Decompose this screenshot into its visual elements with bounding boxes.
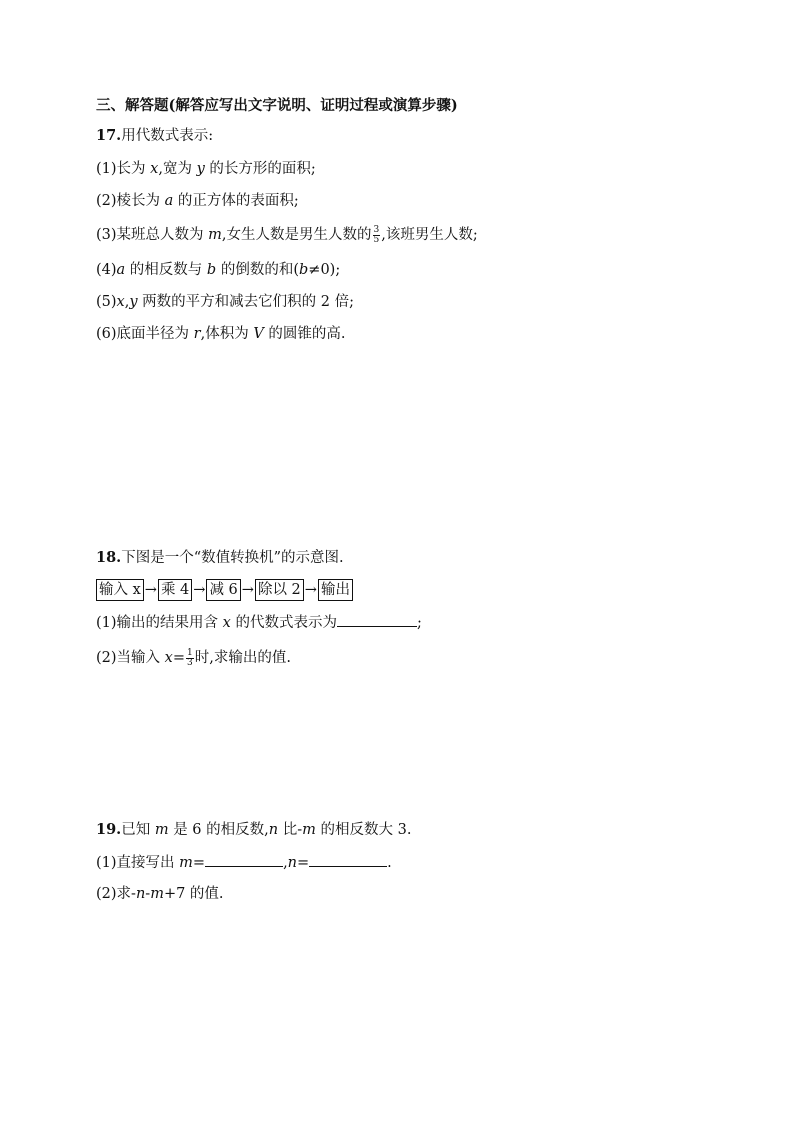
var-m: m (302, 822, 316, 838)
q18-item-1 (96, 612, 422, 633)
var-a: a (164, 193, 174, 209)
var-V: V (253, 326, 264, 342)
item-label: (2) (96, 650, 117, 666)
item-text: = (297, 855, 310, 871)
item-text: 棱长为 (116, 193, 165, 209)
q17-stem-line (96, 126, 213, 146)
item-text: 底面半径为 (116, 326, 194, 342)
item-text: , (124, 294, 130, 310)
item-text: = (192, 855, 206, 871)
q18-stem: 下图是一个“数值转换机”的示意图. (121, 550, 344, 566)
q18-number: 18. (96, 549, 122, 566)
q17-item-1 (96, 159, 316, 179)
item-label: (6) (96, 326, 117, 342)
var-m: m (154, 822, 169, 838)
var-a: a (116, 262, 126, 278)
item-text: - (145, 886, 151, 902)
item-text: +7 的值. (163, 886, 224, 902)
answer-blank-n[interactable] (309, 852, 387, 867)
q17-item-2 (96, 191, 299, 211)
item-text: ,宽为 (158, 161, 197, 177)
item-text: 的倒数的和( (216, 262, 299, 278)
q17-item-3 (96, 225, 478, 245)
machine-step-input: 输入 x (96, 579, 144, 601)
item-text: 的相反数与 (125, 262, 207, 278)
machine-step-subtract: 减 6 (206, 579, 240, 601)
right-arrow-icon: → (241, 582, 254, 598)
var-x: x (222, 615, 231, 631)
item-text: ,该班男生人数; (381, 227, 478, 243)
var-b: b (299, 262, 309, 278)
item-text: 的代数式表示为 (230, 615, 337, 631)
item-text: ,体积为 (200, 326, 254, 342)
item-text: 的圆锥的高. (263, 326, 346, 342)
item-label: (3) (96, 227, 117, 243)
item-text: ,女生人数是男生人数的 (221, 227, 372, 243)
var-y: y (196, 161, 205, 177)
q19-number: 19. (96, 821, 122, 838)
q17-item-6 (96, 324, 346, 344)
item-text: 是 6 的相反数, (168, 822, 269, 838)
var-y: y (129, 294, 138, 310)
machine-step-divide: 除以 2 (255, 579, 304, 601)
fraction-numerator: 3 (373, 224, 380, 235)
fraction-one-third (186, 649, 194, 668)
item-text: 的正方体的表面积; (173, 193, 299, 209)
q19-item-1 (96, 852, 392, 873)
item-label: (1) (96, 161, 117, 177)
item-text: 求- (116, 886, 136, 902)
q17-item-5 (96, 292, 354, 312)
q18-item-2 (96, 648, 291, 668)
machine-step-output: 输出 (318, 579, 353, 601)
item-text: ; (416, 615, 422, 631)
var-n: n (268, 822, 279, 838)
item-text: , (283, 855, 288, 871)
item-label: (2) (96, 193, 117, 209)
right-arrow-icon: → (304, 582, 317, 598)
item-label: (2) (96, 886, 117, 902)
q17-number: 17. (96, 127, 122, 144)
var-m: m (179, 855, 193, 871)
item-label: (1) (96, 615, 117, 631)
item-label: (4) (96, 262, 117, 278)
fraction-denominator: 5 (373, 234, 380, 245)
var-m: m (150, 886, 164, 902)
item-label: (5) (96, 294, 117, 310)
item-text: 比- (278, 822, 303, 838)
var-r: r (193, 326, 201, 342)
var-b: b (206, 262, 217, 278)
answer-blank[interactable] (337, 612, 417, 627)
var-x: x (164, 650, 173, 666)
var-x: x (116, 294, 125, 310)
item-text: = (172, 650, 185, 666)
var-x: x (150, 161, 159, 177)
section-heading: 三、解答题(解答应写出文字说明、证明过程或演算步骤) (96, 97, 458, 114)
item-text: 直接写出 (116, 855, 180, 871)
item-text: 两数的平方和减去它们积的 2 倍; (137, 294, 354, 310)
item-label: (1) (96, 855, 117, 871)
item-text: 某班总人数为 (116, 227, 209, 243)
item-text: . (387, 855, 392, 871)
item-text: ≠0); (308, 262, 341, 278)
fraction-numerator: 1 (187, 647, 193, 658)
item-text: 时,求输出的值. (194, 650, 291, 666)
right-arrow-icon: → (144, 582, 157, 598)
item-text: 已知 (121, 822, 155, 838)
q19-stem-line (96, 820, 411, 840)
item-text: 长为 (116, 161, 151, 177)
fraction-three-fifths (373, 226, 381, 245)
q19-item-2 (96, 884, 224, 904)
item-text: 的长方形的面积; (204, 161, 316, 177)
q17-item-4 (96, 260, 340, 280)
number-conversion-machine (96, 579, 353, 601)
right-arrow-icon: → (193, 582, 206, 598)
answer-blank-m[interactable] (205, 852, 283, 867)
item-text: 当输入 (116, 650, 165, 666)
var-n: n (287, 855, 298, 871)
var-n: n (135, 886, 146, 902)
machine-step-multiply: 乘 4 (158, 579, 192, 601)
fraction-denominator: 3 (187, 657, 193, 668)
q18-stem-line (96, 548, 344, 568)
item-text: 的相反数大 3. (315, 822, 412, 838)
var-m: m (208, 227, 222, 243)
q17-stem: 用代数式表示: (121, 128, 214, 144)
item-text: 输出的结果用含 (116, 615, 223, 631)
